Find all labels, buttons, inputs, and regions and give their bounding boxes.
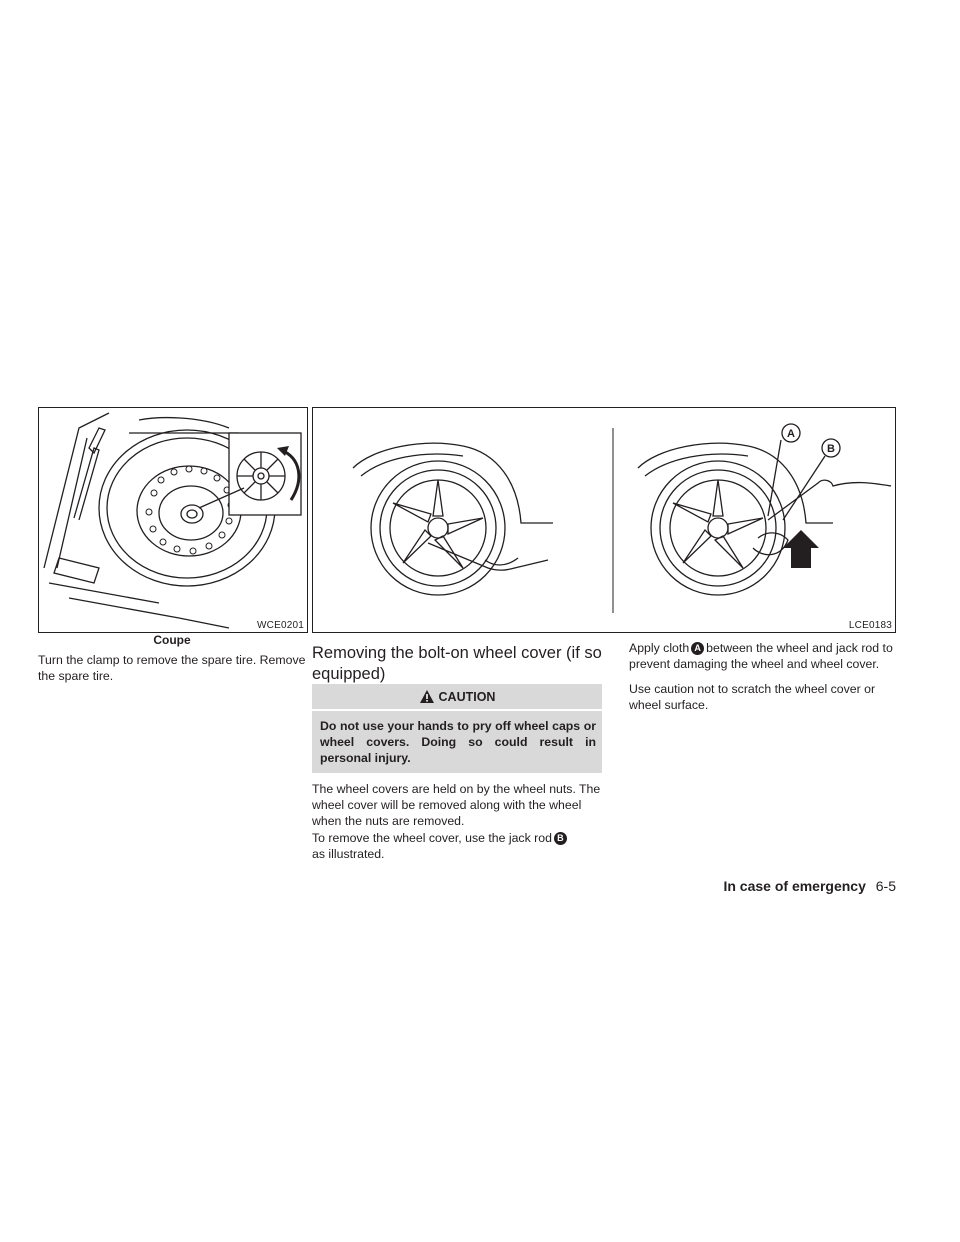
caution-header <box>312 684 602 709</box>
jack-rod-paragraph <box>312 830 602 862</box>
page-number: 6-5 <box>875 878 896 894</box>
section-heading: Removing the bolt-on wheel cover (if so equipped) <box>312 644 602 683</box>
warning-triangle-icon <box>419 689 435 704</box>
apply-cloth-paragraph <box>629 640 897 672</box>
figure-coupe-spare-tire <box>38 407 308 633</box>
page-footer <box>723 878 896 894</box>
caution-text: Do not use your hands to pry off wheel caps or wheel covers. Doing so could result in personal injury. <box>320 719 596 765</box>
apply-cloth-text: Apply cloth <box>629 641 690 655</box>
spare-tire-illustration <box>39 408 307 632</box>
jack-rod-text: To remove the wheel cover, use the jack rod <box>312 831 552 845</box>
spare-tire-instruction: Turn the clamp to remove the spare tire. Remove the spare tire. <box>38 653 306 683</box>
figure-code: WCE0201 <box>257 620 304 631</box>
wheel-cover-paragraph: The wheel covers are held on by the wheel nuts. The wheel cover will be removed along with the wheel when the nuts are removed. <box>312 782 601 828</box>
figure-wheel-cover-removal <box>312 407 896 633</box>
caution-title: CAUTION <box>438 689 496 704</box>
apply-cloth-text-end: between the wheel and jack rod to prevent damaging the wheel and wheel cover. <box>629 641 893 671</box>
callout-a-label: A <box>787 428 795 440</box>
callout-b-label: B <box>827 443 835 455</box>
wheel-cover-illustration <box>313 408 895 632</box>
figure-caption: Coupe <box>153 633 191 647</box>
callout-a-marker: A <box>691 642 704 655</box>
footer-section-title: In case of emergency <box>723 878 866 894</box>
jack-rod-text-end: as illustrated. <box>312 847 385 861</box>
scratch-caution-paragraph: Use caution not to scratch the wheel cover or wheel surface. <box>629 682 876 712</box>
figure-code: LCE0183 <box>848 620 892 631</box>
callout-b-marker: B <box>554 832 567 845</box>
caution-box <box>312 684 602 773</box>
caution-divider <box>312 709 602 711</box>
